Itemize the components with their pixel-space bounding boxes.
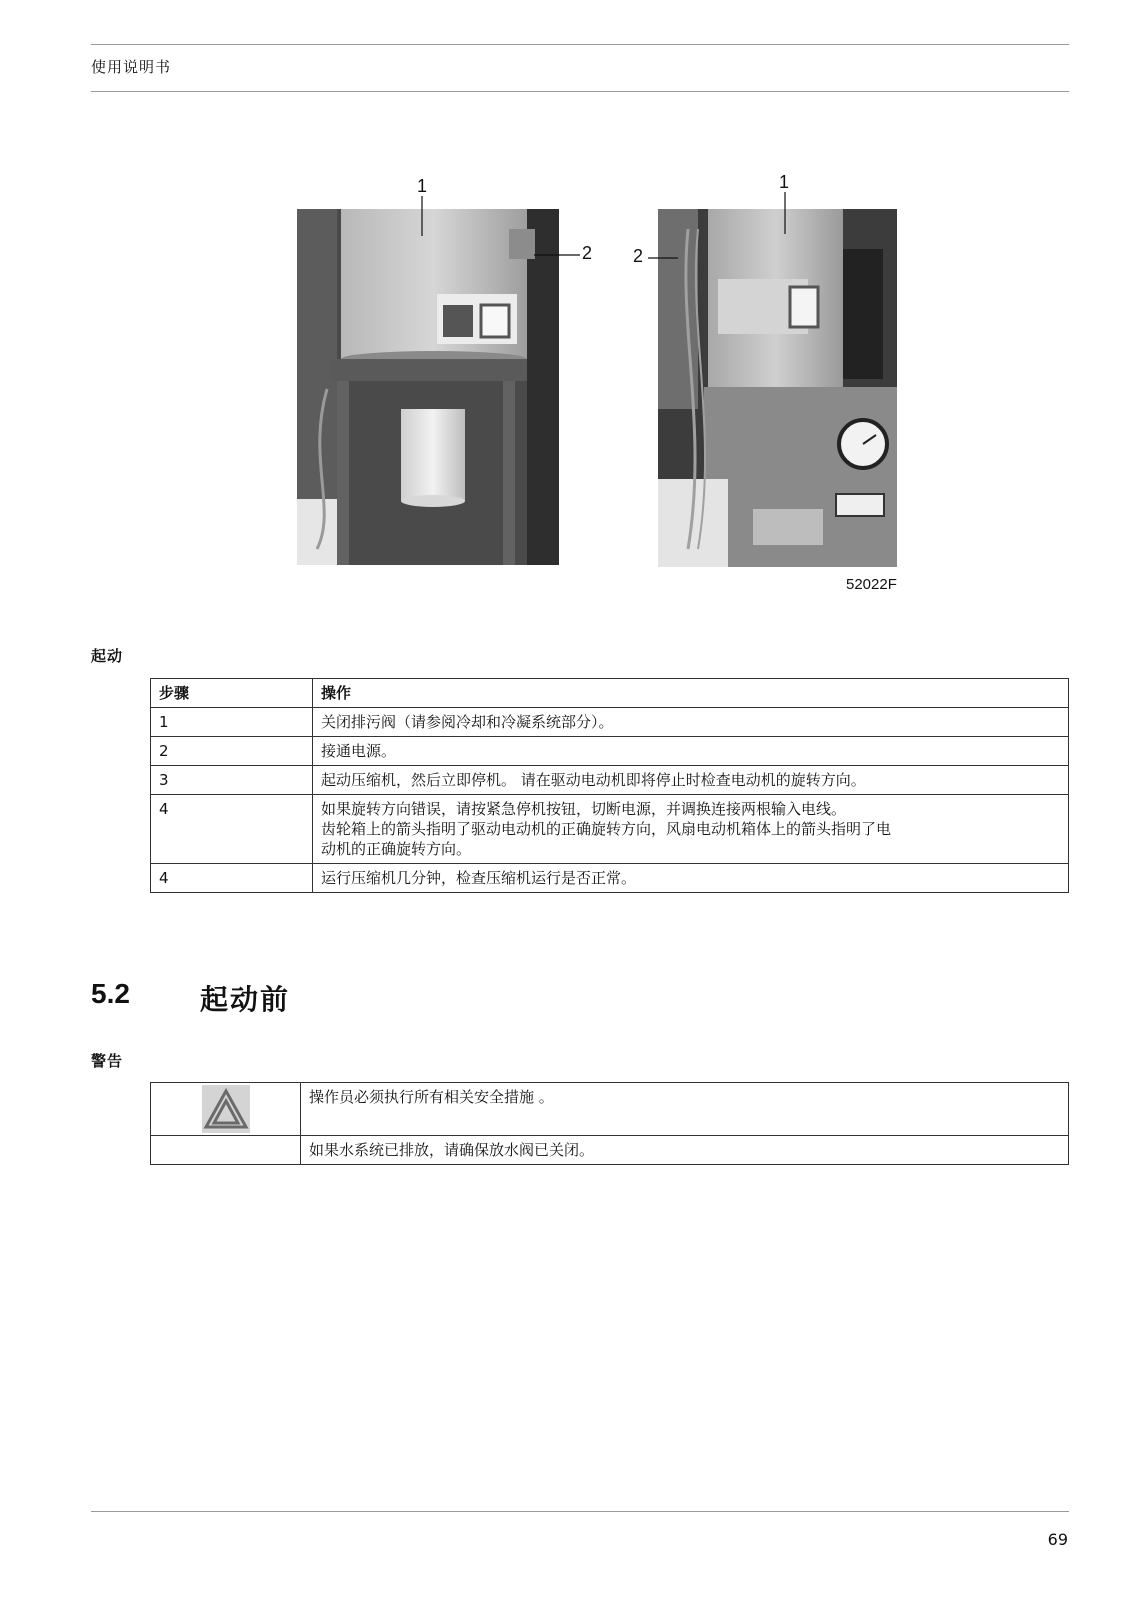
action-cell: 接通电源。 <box>313 737 1069 766</box>
section-number: 5.2 <box>91 978 130 1009</box>
right-callout-1-line <box>783 192 787 234</box>
action-line: 动机的正确旋转方向。 <box>321 840 472 858</box>
right-callout-2: 2 <box>633 246 644 266</box>
action-line: 如果旋转方向错误，请按紧急停机按钮，切断电源，并调换连接两根输入电线。 <box>321 800 847 818</box>
left-callout-1-line <box>420 196 424 236</box>
step-cell: 3 <box>151 766 313 795</box>
warning-icon-cell <box>151 1083 301 1136</box>
startup-heading: 起动 <box>91 647 124 665</box>
column-header-step: 步骤 <box>151 679 313 708</box>
table-row <box>151 795 1069 864</box>
left-callout-1: 1 <box>417 176 428 196</box>
section-title: 起动前 <box>200 983 291 1016</box>
table-row <box>151 766 1069 795</box>
right-photo-drawing <box>658 209 897 567</box>
warning-text: 操作员必须执行所有相关安全措施 。 <box>301 1083 1069 1136</box>
startup-table <box>150 678 1069 893</box>
left-photo-drawing <box>297 209 559 565</box>
right-callout-2-line <box>648 256 678 260</box>
action-cell: 关闭排污阀（请参阅冷却和冷凝系统部分）。 <box>313 708 1069 737</box>
warning-empty-cell <box>151 1136 301 1165</box>
left-callout-2: 2 <box>582 243 593 263</box>
step-cell: 4 <box>151 864 313 893</box>
page-number: 69 <box>1047 1530 1068 1549</box>
warning-row <box>151 1083 1069 1136</box>
warning-heading: 警告 <box>91 1052 124 1070</box>
left-callout-2-line <box>534 253 580 257</box>
table-header-row <box>151 679 1069 708</box>
action-line: 齿轮箱上的箭头指明了驱动电动机的正确旋转方向，风扇电动机箱体上的箭头指明了电 <box>321 820 892 838</box>
column-header-action: 操作 <box>313 679 1069 708</box>
step-cell: 2 <box>151 737 313 766</box>
warning-text: 如果水系统已排放，请确保放水阀已关闭。 <box>301 1136 1069 1165</box>
warning-table <box>150 1082 1069 1165</box>
step-cell: 4 <box>151 795 313 864</box>
action-cell <box>313 795 1069 864</box>
header-bottom-rule <box>91 91 1069 92</box>
figure-code: 52022F <box>846 576 897 593</box>
action-cell: 运行压缩机几分钟，检查压缩机运行是否正常。 <box>313 864 1069 893</box>
header-top-rule <box>91 44 1069 45</box>
table-row <box>151 708 1069 737</box>
header-title: 使用说明书 <box>91 58 172 76</box>
right-photo <box>658 209 897 567</box>
left-photo <box>297 209 559 565</box>
table-row <box>151 864 1069 893</box>
warning-triangle-icon <box>202 1085 250 1133</box>
warning-row <box>151 1136 1069 1165</box>
footer-rule <box>91 1511 1069 1512</box>
action-cell: 起动压缩机，然后立即停机。 请在驱动电动机即将停止时检查电动机的旋转方向。 <box>313 766 1069 795</box>
right-callout-1: 1 <box>779 172 790 192</box>
table-row <box>151 737 1069 766</box>
step-cell: 1 <box>151 708 313 737</box>
